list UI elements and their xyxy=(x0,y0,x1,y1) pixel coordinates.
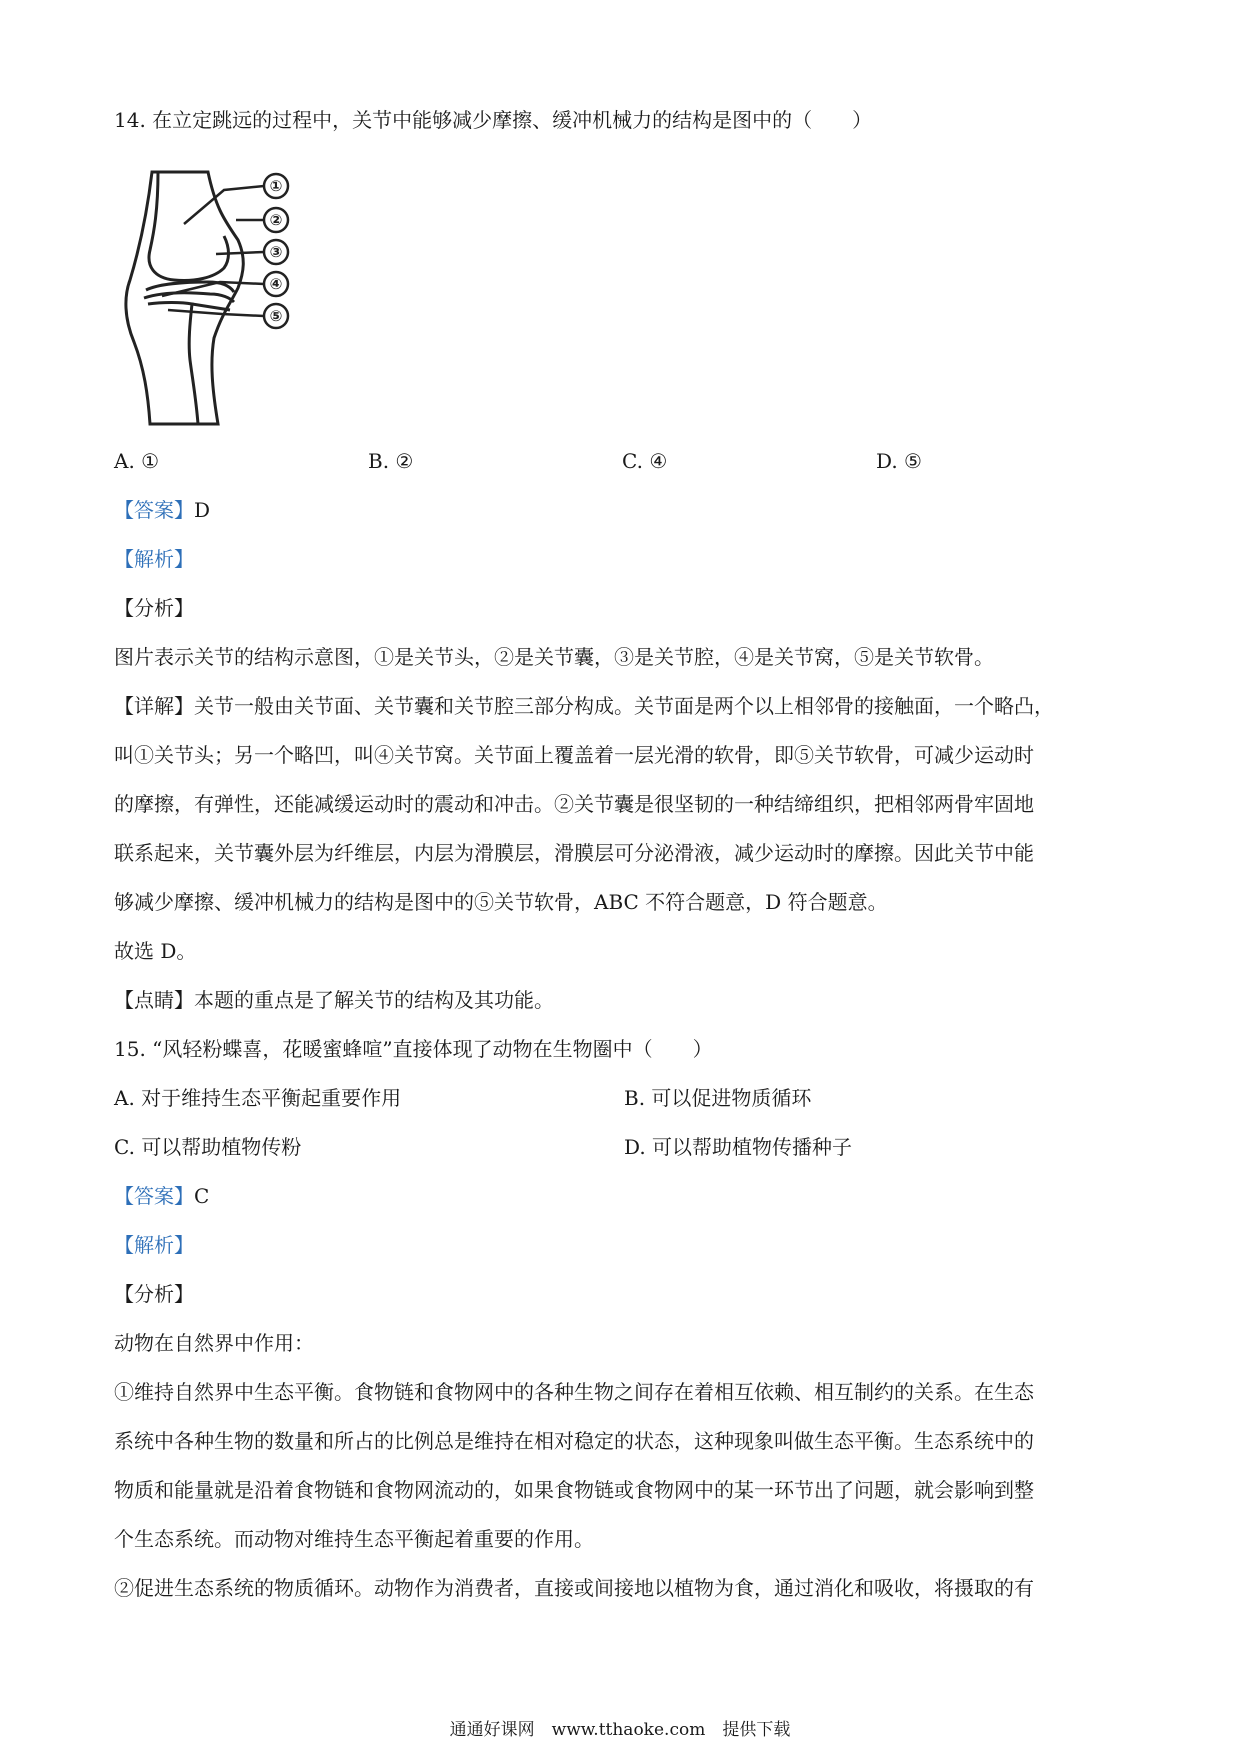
q14-detail-line: 联系起来，关节囊外层为纤维层，内层为滑膜层，滑膜层可分泌滑液，减少运动时的摩擦。因此关节中能 xyxy=(114,841,1034,865)
q14-detail-line: 的摩擦，有弹性，还能减缓运动时的震动和冲击。②关节囊是很坚韧的一种结缔组织，把相邻两骨牢固地 xyxy=(114,792,1034,816)
q14-option-d: D. ⑤ xyxy=(876,449,922,473)
q14-option-b: B. ② xyxy=(368,449,414,473)
q14-dianjing: 【点睛】本题的重点是了解关节的结构及其功能。 xyxy=(114,988,554,1012)
label-5: ⑤ xyxy=(269,307,283,325)
q14-option-c: C. ④ xyxy=(622,449,668,473)
q14-detail-line: 【详解】关节一般由关节面、关节囊和关节腔三部分构成。关节面是两个以上相邻骨的接触面，一个略凸， xyxy=(114,694,1054,718)
q14-jiexi-tag: 【解析】 xyxy=(114,547,194,571)
q15-text-line: ①维持自然界中生态平衡。食物链和食物网中的各种生物之间存在着相互依赖、相互制约的关系。在生态 xyxy=(114,1380,1034,1404)
q14-stem: 14. 在立定跳远的过程中，关节中能够减少摩擦、缓冲机械力的结构是图中的（ ） xyxy=(114,108,873,132)
q15-option-d: D. 可以帮助植物传播种子 xyxy=(624,1135,853,1159)
q15-jiexi-tag: 【解析】 xyxy=(114,1233,194,1257)
q15-option-c: C. 可以帮助植物传粉 xyxy=(114,1135,302,1159)
q15-text-line: 系统中各种生物的数量和所占的比例总是维持在相对稳定的状态，这种现象叫做生态平衡。生态系统中的 xyxy=(114,1429,1034,1453)
answer-tag: 【答案】 xyxy=(114,1184,194,1208)
q15-text-line: 物质和能量就是沿着食物链和食物网流动的，如果食物链或食物网中的某一环节出了问题，就会影响到整 xyxy=(114,1478,1034,1502)
q14-answer xyxy=(114,494,1134,526)
answer-tag: 【答案】 xyxy=(114,498,194,522)
label-2: ② xyxy=(269,211,283,229)
q15-stem: 15. “风轻粉蝶喜，花暖蜜蜂喧”直接体现了动物在生物圈中（ ） xyxy=(114,1037,713,1061)
answer-value: C xyxy=(194,1184,210,1208)
q14-fenxi-text: 图片表示关节的结构示意图，①是关节头，②是关节囊，③是关节腔，④是关节窝，⑤是关节软骨。 xyxy=(114,645,994,669)
label-4: ④ xyxy=(269,275,283,293)
q15-fenxi-tag: 【分析】 xyxy=(114,1282,194,1306)
answer-value: D xyxy=(194,498,211,522)
q15-text-line: 个生态系统。而动物对维持生态平衡起着重要的作用。 xyxy=(114,1527,594,1551)
q15-option-a: A. 对于维持生态平衡起重要作用 xyxy=(114,1086,402,1110)
joint-structure-diagram xyxy=(118,162,368,432)
q14-fenxi-tag: 【分析】 xyxy=(114,596,194,620)
q14-detail-line: 够减少摩擦、缓冲机械力的结构是图中的⑤关节软骨，ABC 不符合题意，D 符合题意。 xyxy=(114,890,888,914)
q15-answer xyxy=(114,1180,1134,1212)
q14-option-a: A. ① xyxy=(114,449,160,473)
q14-detail-line: 叫①关节头；另一个略凹，叫④关节窝。关节面上覆盖着一层光滑的软骨，即⑤关节软骨，可减少运动时 xyxy=(114,743,1034,767)
q15-option-b: B. 可以促进物质循环 xyxy=(624,1086,812,1110)
q15-text-line: ②促进生态系统的物质循环。动物作为消费者，直接或间接地以植物为食，通过消化和吸收，将摄取的有 xyxy=(114,1576,1034,1600)
label-3: ③ xyxy=(269,243,283,261)
label-1: ① xyxy=(269,177,283,195)
q14-conclusion: 故选 D。 xyxy=(114,939,197,963)
page-footer: 通通好课网 www.tthaoke.com 提供下载 xyxy=(449,1720,791,1740)
q15-intro: 动物在自然界中作用： xyxy=(114,1331,314,1355)
